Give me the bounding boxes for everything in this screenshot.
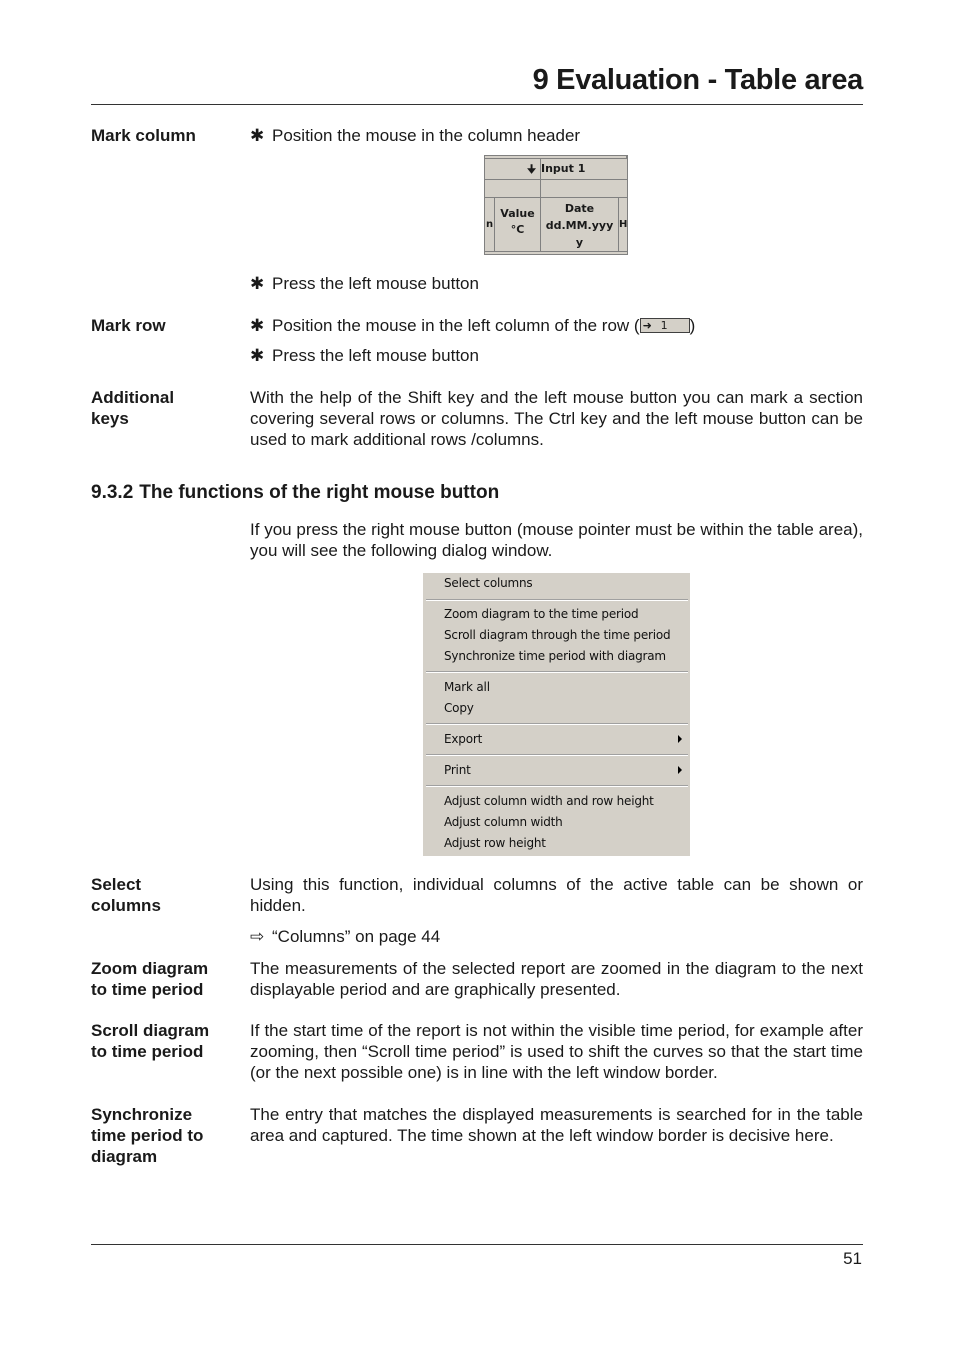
- screenshot-value-column: [495, 198, 541, 252]
- synchronize-label-line-2: time period to: [91, 1126, 204, 1145]
- menu-item-select-columns[interactable]: Select columns: [444, 576, 533, 590]
- synchronize-text: The entry that matches the displayed measurements is searched for in the table area and captured. The time shown at the left window border is decisive here.: [250, 1105, 863, 1145]
- mark-row-step-1-after: ): [689, 316, 696, 335]
- menu-separator: [426, 723, 688, 725]
- page-number: 51: [843, 1249, 862, 1268]
- mark-row-step-2-text: Press the left mouse button: [272, 346, 479, 365]
- value-col-line-2: °C: [510, 223, 525, 236]
- menu-item-synchronize[interactable]: Synchronize time period with diagram: [444, 649, 666, 663]
- additional-keys-label-line-2: keys: [91, 409, 129, 428]
- submenu-arrow-icon: [678, 766, 682, 774]
- row-marker-number: 1: [660, 319, 668, 332]
- screenshot-date-column: [541, 198, 619, 252]
- additional-keys-label: [91, 387, 241, 429]
- scroll-diagram-label: [91, 1020, 241, 1062]
- additional-keys-label-line-1: Additional: [91, 388, 175, 407]
- screenshot-blank-cell: [485, 180, 541, 198]
- menu-item-scroll-diagram[interactable]: Scroll diagram through the time period: [444, 628, 671, 642]
- section-heading: [91, 482, 499, 504]
- section-title-text: The functions of the right mouse button: [139, 482, 500, 503]
- menu-item-mark-all[interactable]: Mark all: [444, 680, 490, 694]
- date-col-line-3: y: [575, 236, 584, 249]
- synchronize-label-line-1: Synchronize: [91, 1105, 193, 1124]
- zoom-diagram-text: The measurements of the selected report are zoomed in the diagram to the next displayable period and are graphically presented.: [250, 959, 863, 999]
- select-columns-xref: [250, 926, 440, 947]
- zoom-diagram-label: [91, 958, 241, 1000]
- cross-reference-arrow-icon: ⇨: [250, 927, 265, 946]
- value-col-line-1: Value: [500, 207, 535, 220]
- scroll-diagram-label-line-1: Scroll diagram: [91, 1021, 210, 1040]
- header-rule: [91, 104, 863, 105]
- mark-column-step-2: [250, 273, 479, 294]
- section-number: 9.3.2: [91, 482, 134, 503]
- mark-column-step-2-text: Press the left mouse button: [272, 274, 479, 293]
- row-marker-widget: [640, 318, 690, 333]
- menu-item-export[interactable]: Export: [444, 732, 483, 746]
- select-columns-xref-link[interactable]: “Columns” on page 44: [272, 927, 441, 946]
- context-menu: [423, 573, 690, 856]
- screenshot-edge-left: n: [485, 198, 495, 252]
- mark-column-step-1-text: Position the mouse in the column header: [272, 126, 581, 145]
- section-intro: If you press the right mouse button (mouse pointer must be within the table area), you will see the following dialog window.: [250, 520, 863, 560]
- menu-item-zoom-diagram[interactable]: Zoom diagram to the time period: [444, 607, 639, 621]
- mark-row-step-1-before: Position the mouse in the left column of the row (: [272, 316, 640, 335]
- select-columns-label-line-1: Select: [91, 875, 142, 894]
- select-columns-text: Using this function, individual columns of the active table can be shown or hidden.: [250, 875, 863, 915]
- date-col-line-1: Date: [564, 202, 595, 215]
- menu-item-adjust-column-width[interactable]: Adjust column width: [444, 815, 563, 829]
- menu-separator: [426, 754, 688, 756]
- menu-item-adjust-row-height[interactable]: Adjust row height: [444, 836, 546, 850]
- footer-rule: [91, 1244, 863, 1245]
- select-columns-label-line-2: columns: [91, 896, 161, 915]
- zoom-diagram-label-line-1: Zoom diagram: [91, 959, 209, 978]
- screenshot-header-left: [485, 159, 541, 180]
- asterisk-bullet-icon: ✱: [250, 316, 265, 335]
- menu-item-copy[interactable]: Copy: [444, 701, 474, 715]
- screenshot-edge-right: H: [619, 198, 627, 252]
- column-header-screenshot: [484, 155, 628, 255]
- menu-separator: [426, 785, 688, 787]
- date-col-line-2: dd.MM.yyy: [545, 219, 614, 232]
- screenshot-header-input-text: Input 1: [541, 162, 586, 175]
- mark-row-step-1: [250, 315, 695, 336]
- mark-row-step-2: [250, 345, 479, 366]
- submenu-arrow-icon: [678, 735, 682, 743]
- zoom-diagram-label-line-2: to time period: [91, 980, 204, 999]
- screenshot-blank-cell: [541, 180, 627, 198]
- additional-keys-text: With the help of the Shift key and the left mouse button you can mark a section covering several rows or columns. The Ctrl key and the left mouse button can be used to mark additional rows /columns.: [250, 388, 863, 449]
- mark-column-step-1: [250, 125, 580, 146]
- mark-column-label: Mark column: [91, 126, 196, 145]
- select-columns-label: [91, 874, 241, 916]
- mark-row-label: Mark row: [91, 316, 166, 335]
- asterisk-bullet-icon: ✱: [250, 126, 265, 145]
- synchronize-label: [91, 1104, 241, 1167]
- synchronize-label-line-3: diagram: [91, 1147, 158, 1166]
- right-arrow-icon: ➜: [642, 319, 652, 332]
- menu-separator: [426, 671, 688, 673]
- asterisk-bullet-icon: ✱: [250, 346, 265, 365]
- scroll-diagram-label-line-2: to time period: [91, 1042, 204, 1061]
- menu-item-print[interactable]: Print: [444, 763, 471, 777]
- menu-item-adjust-width-and-height[interactable]: Adjust column width and row height: [444, 794, 654, 808]
- asterisk-bullet-icon: ✱: [250, 274, 265, 293]
- screenshot-header-input: [541, 159, 627, 180]
- chapter-title: 9 Evaluation - Table area: [532, 64, 863, 96]
- down-arrow-icon: 🠋: [526, 163, 537, 176]
- scroll-diagram-text: If the start time of the report is not within the visible time period, for example after zooming, then “Scroll time period” is used to shift the curves so that the start time (or the next possible one) is in line with the left window border.: [250, 1021, 863, 1082]
- menu-separator: [426, 599, 688, 601]
